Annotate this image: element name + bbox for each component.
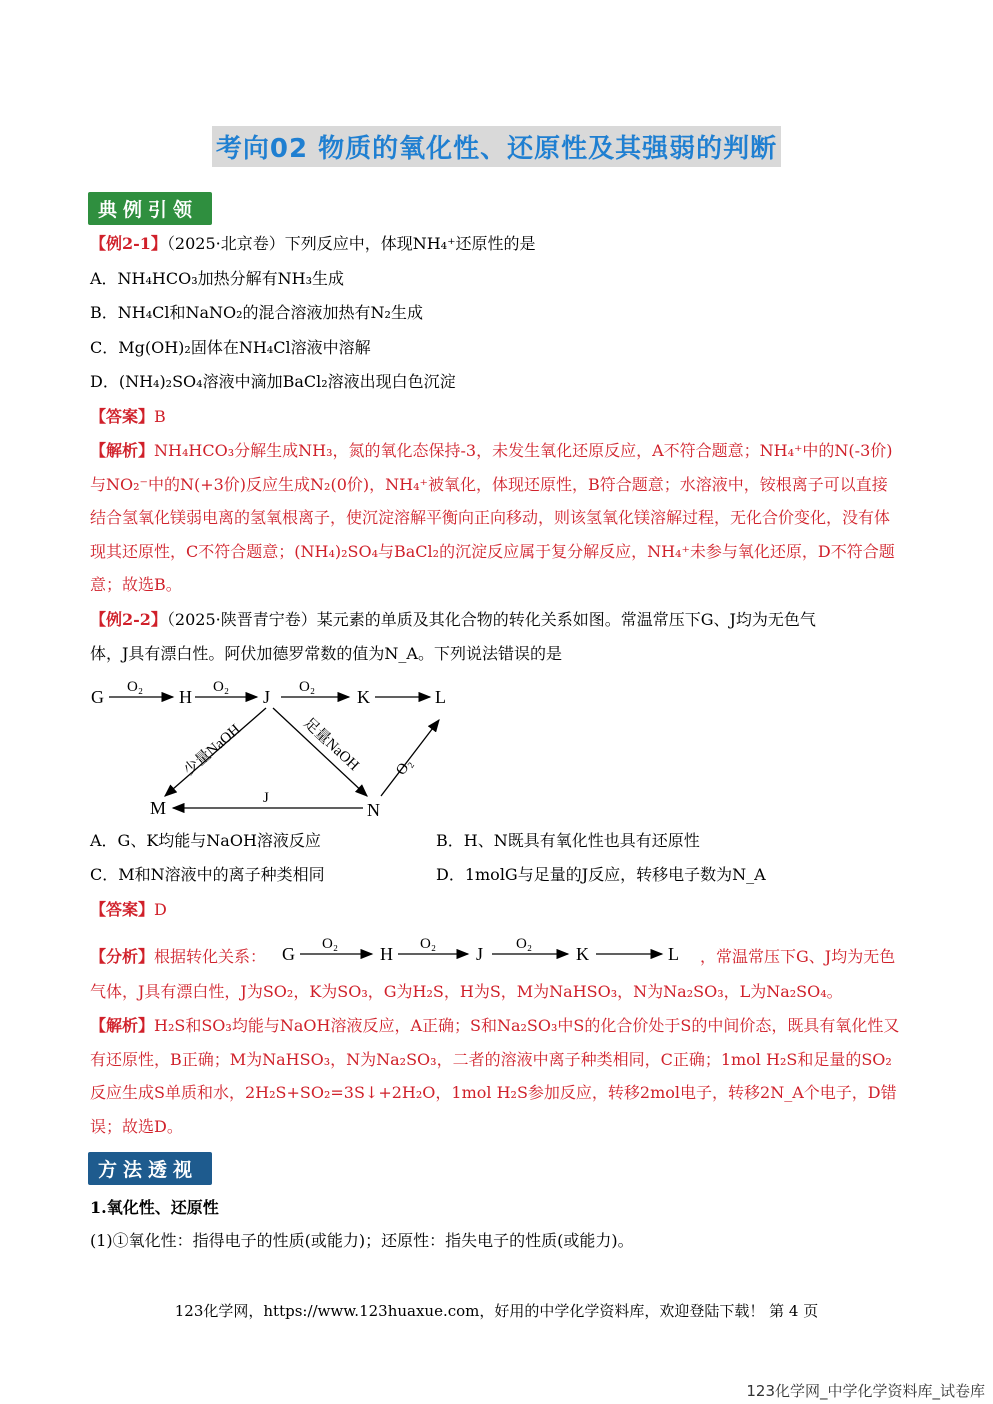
- method-item-1: (1)①氧化性：指得电子的性质(或能力)；还原性：指失电子的性质(或能力)。: [90, 1231, 634, 1250]
- node-g: G: [91, 687, 104, 707]
- node-j: J: [263, 687, 271, 707]
- node-h: H: [179, 687, 192, 707]
- arrow-label-o2: O₂: [127, 679, 144, 695]
- node-n: N: [367, 800, 380, 820]
- fenxi-line-2: 气体，J具有漂白性，J为SO₂，K为SO₃，G为H₂S，H为S，M为NaHSO₃，N为Na₂SO₃，L为Na₂SO₄。: [90, 982, 843, 1001]
- fenxi-line: 【分析】根据转化关系：: [90, 947, 267, 966]
- fenxi-tail: ，常温常压下G、J均为无色: [700, 947, 896, 966]
- analysis-paragraph: 【解析】NH₄HCO₃分解生成NH₃，氮的氧化态保持-3，未发生氧化还原反应，A不符合题意；NH₄⁺中的N(-3价)与NO₂⁻中的N(+3价)反应生成N₂(0价)，NH₄⁺被氧化，体现还原性，B符合题意；水溶液中，铵根离子可以直接结合氢氧化镁弱电离的氢氧根离子，使沉淀溶解平衡向正向移动，则该氢氧化镁溶解过程，无化合价变化，没有体现其还原性，C不符合题意；(NH₄)₂SO₄与BaCl₂的沉淀反应属于复分解反应，NH₄⁺未参与氧化还原，D不符合题意；故选B。: [90, 441, 895, 594]
- node-l: L: [435, 687, 446, 707]
- option-a: A．G、K均能与NaOH溶液反应: [90, 831, 321, 850]
- label-excess-naoh: 足量NaOH: [300, 715, 362, 775]
- chain-g: G: [282, 944, 295, 964]
- chain-h: H: [380, 944, 393, 964]
- example-2-2-question-cont: 体，J具有漂白性。阿伏加德罗常数的值为N_A。下列说法错误的是: [90, 644, 562, 663]
- banner-examples: 典例引领: [88, 192, 212, 225]
- watermark: 123化学网_中学化学资料库_试卷库: [746, 1382, 985, 1400]
- method-heading: 1.氧化性、还原性: [90, 1198, 219, 1217]
- arrow-label-o2: O₂: [393, 755, 416, 779]
- chain-k: K: [576, 944, 589, 964]
- arrow-label-o2: O₂: [213, 679, 230, 695]
- answer: 【答案】B: [90, 407, 166, 426]
- node-k: K: [357, 687, 370, 707]
- example-2-1-question: 【例2-1】（2025·北京卷）下列反应中，体现NH₄⁺还原性的是: [90, 234, 536, 253]
- page-footer: 123化学网，https://www.123huaxue.com，好用的中学化学资料库，欢迎登陆下载！ 第 4 页: [174, 1302, 819, 1320]
- label-less-naoh: 少量NaOH: [181, 721, 244, 780]
- arrow-label-o2: O₂: [420, 936, 437, 952]
- page-title: 考向02 物质的氧化性、还原性及其强弱的判断: [0, 126, 993, 167]
- option-b: B．NH₄Cl和NaNO₂的混合溶液加热有N₂生成: [90, 303, 423, 322]
- answer: 【答案】D: [90, 900, 167, 919]
- arrow-label-o2: O₂: [516, 936, 533, 952]
- option-d: D．1molG与足量的J反应，转移电子数为N_A: [436, 865, 766, 884]
- banner-method: 方法透视: [88, 1152, 212, 1185]
- option-a: A．NH₄HCO₃加热分解有NH₃生成: [90, 269, 345, 288]
- arrow-label-o2: O₂: [322, 936, 339, 952]
- example-2-2-question: 【例2-2】（2025·陕晋青宁卷）某元素的单质及其化合物的转化关系如图。常温常压下G、J均为无色气: [90, 610, 816, 629]
- inline-chain: [280, 930, 700, 970]
- option-d: D．(NH₄)₂SO₄溶液中滴加BaCl₂溶液出现白色沉淀: [90, 372, 456, 391]
- node-m: M: [150, 798, 167, 818]
- option-c: C．Mg(OH)₂固体在NH₄Cl溶液中溶解: [90, 338, 371, 357]
- arrow-label-o2: O₂: [299, 679, 316, 695]
- label-j: J: [263, 790, 269, 806]
- option-b: B．H、N既具有氧化性也具有还原性: [436, 831, 700, 850]
- option-c: C．M和N溶液中的离子种类相同: [90, 865, 325, 884]
- analysis-paragraph: 【解析】H₂S和SO₃均能与NaOH溶液反应，A正确；S和Na₂SO₃中S的化合价处于S的中间价态，既具有氧化性又有还原性，B正确；M为NaHSO₃，N为Na₂SO₃，二者的溶液中离子种类相同，C正确；1mol H₂S和足量的SO₂反应生成S单质和水，2H₂S+SO₂=3S↓+2H₂O，1mol H₂S参加反应，转移2mol电子，转移2N_A个电子，D错误；故选D。: [90, 1016, 900, 1136]
- chain-j: J: [476, 944, 484, 964]
- chain-l: L: [668, 944, 679, 964]
- conversion-diagram: [85, 672, 465, 822]
